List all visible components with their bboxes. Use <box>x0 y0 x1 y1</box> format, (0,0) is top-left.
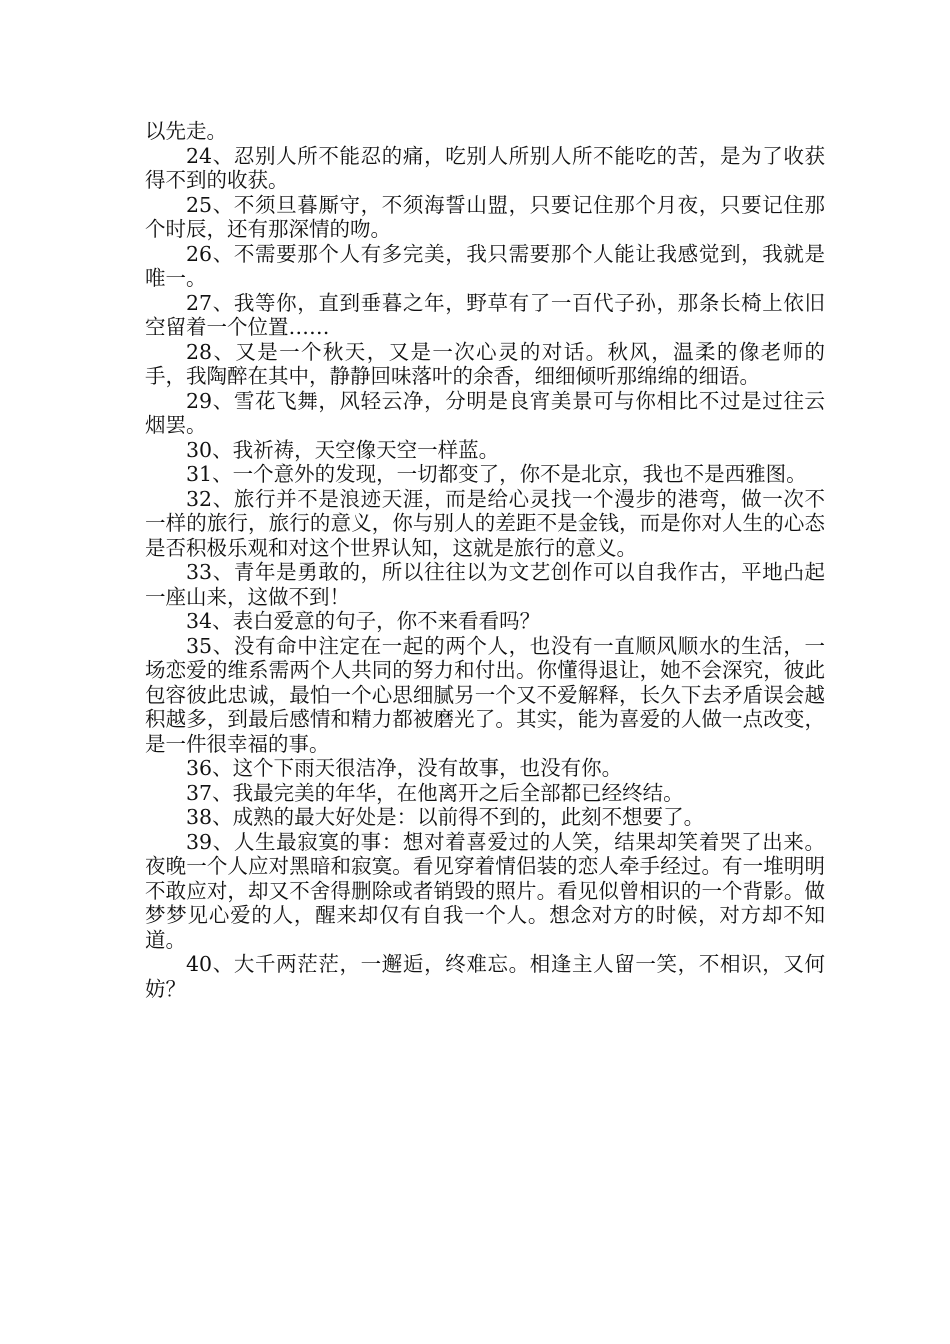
paragraph-40: 40、大千两茫茫，一邂逅，终难忘。相逢主人留一笑，不相识，又何妨？ <box>145 952 825 1001</box>
paragraph-30: 30、我祈祷，天空像天空一样蓝。 <box>186 437 500 462</box>
document-body <box>145 119 825 1001</box>
paragraph-33: 33、青年是勇敢的，所以往往以为文艺创作可以自我作古，平地凸起一座山来，这做不到！ <box>145 560 825 609</box>
paragraph-29: 29、雪花飞舞，风轻云净，分明是良宵美景可与你相比不过是过往云烟罢。 <box>145 388 825 437</box>
continuation-line: 以先走。 <box>145 119 227 143</box>
paragraph-31: 31、一个意外的发现，一切都变了，你不是北京，我也不是西雅图。 <box>186 462 807 486</box>
paragraph-24: 24、忍别人所不能忍的痛，吃别人所别人所不能吃的苦，是为了收获得不到的收获。 <box>145 143 825 192</box>
paragraph-39: 39、人生最寂寞的事：想对着喜爱过的人笑，结果却笑着哭了出来。夜晚一个人应对黑暗和寂寞。看见穿着情侣装的恋人牵手经过。有一堆明明不敢应对，却又不舍得删除或者销毁的照片。看见似曾相识的一个背影。做梦梦见心爱的人，醒来却仅有自我一个人。想念对方的时候，对方却不知道。 <box>145 829 825 952</box>
paragraph-28: 28、又是一个秋天，又是一次心灵的对话。秋风，温柔的像老师的手，我陶醉在其中，静静回味落叶的余香，细细倾听那绵绵的细语。 <box>145 339 825 388</box>
paragraph-37: 37、我最完美的年华，在他离开之后全部都已经终结。 <box>186 780 684 805</box>
paragraph-32: 32、旅行并不是浪迹天涯，而是给心灵找一个漫步的港弯，做一次不一样的旅行，旅行的意义，你与别人的差距不是金钱，而是你对人生的心态是否积极乐观和对这个世界认知，这就是旅行的意义。 <box>145 486 825 560</box>
paragraph-35: 35、没有命中注定在一起的两个人，也没有一直顺风顺水的生活，一场恋爱的维系需两个人共同的努力和付出。你懂得退让，她不会深究，彼此包容彼此忠诚，最怕一个心思细腻另一个又不爱解释，长久下去矛盾误会越积越多，到最后感情和精力都被磨光了。其实，能为喜爱的人做一点改变，是一件很幸福的事。 <box>145 633 825 756</box>
paragraph-34: 34、表白爱意的句子，你不来看看吗？ <box>186 609 541 633</box>
paragraph-36: 36、这个下雨天很洁净，没有故事，也没有你。 <box>186 756 623 780</box>
paragraph-26: 26、不需要那个人有多完美，我只需要那个人能让我感觉到，我就是唯一。 <box>145 241 825 290</box>
paragraph-27: 27、我等你，直到垂暮之年，野草有了一百代子孙，那条长椅上依旧空留着一个位置…… <box>145 290 825 339</box>
paragraph-25: 25、不须旦暮厮守，不须海誓山盟，只要记住那个月夜，只要记住那个时辰，还有那深情的吻。 <box>145 192 825 241</box>
paragraph-38: 38、成熟的最大好处是：以前得不到的，此刻不想要了。 <box>186 805 705 829</box>
